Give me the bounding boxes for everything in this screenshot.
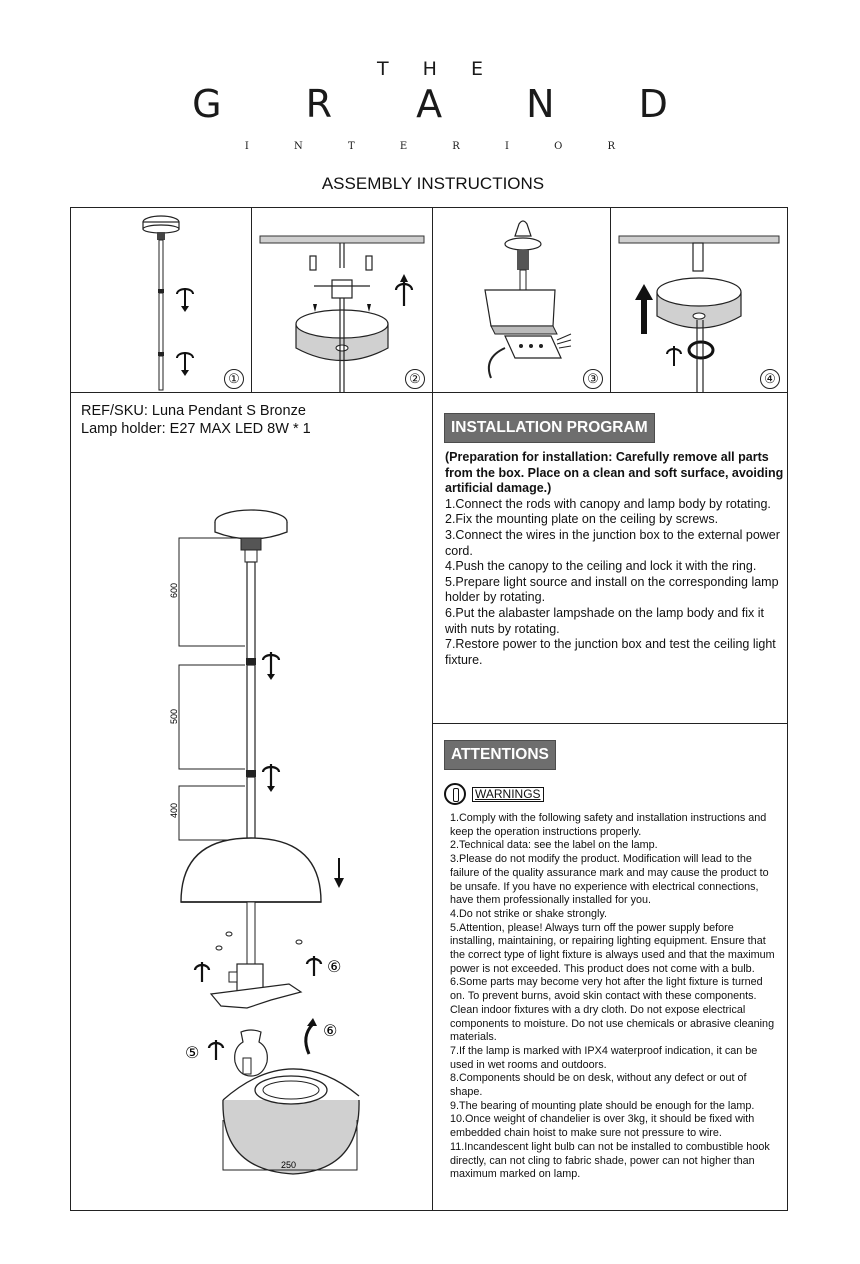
step-number: ②	[405, 369, 425, 389]
brand-line-interior: I N T E R I O R	[244, 141, 637, 152]
attention-item: 6.Some parts may become very hot after the light fixture is turned on. To prevent burns, avoid skin contact with these components. Clean indoor fixtures with a dry cloth. Do not expose electrical components to moisture. Do not use chemicals or abrasive cleaning materials.	[450, 976, 775, 1044]
attention-item: 1.Comply with the following safety and installation instructions and keep the operation instructions properly.	[450, 812, 767, 838]
step-number: ④	[760, 369, 780, 389]
installation-steps	[445, 450, 785, 668]
divider	[432, 723, 788, 724]
step-number: ①	[224, 369, 244, 389]
divider	[70, 392, 788, 393]
warning-icon	[444, 783, 466, 805]
assembly-diagram	[71, 480, 431, 1210]
product-ref: REF/SKU: Luna Pendant S Bronze	[81, 403, 306, 419]
installation-step: 7.Restore power to the junction box and test the ceiling light fixture.	[445, 637, 776, 667]
step-4-illustration	[611, 208, 787, 392]
step-number: ③	[583, 369, 603, 389]
step-2-illustration	[252, 208, 432, 392]
callout-step-6: ⑥	[323, 1021, 338, 1040]
installation-step: 5.Prepare light source and install on the corresponding lamp holder by rotating.	[445, 574, 779, 605]
brand-line-grand: G R A N D	[192, 82, 704, 126]
step-1-illustration	[71, 208, 251, 392]
warnings-label: WARNINGS	[472, 787, 544, 802]
attention-item: 4.Do not strike or shake strongly.	[450, 907, 608, 920]
product-info	[81, 402, 311, 438]
attention-item: 9.The bearing of mounting plate should be enough for the lamp.	[450, 1099, 755, 1112]
warnings-row	[444, 782, 544, 806]
step-3-illustration	[433, 208, 610, 392]
rod-length-label: 400	[169, 802, 179, 818]
document-title: ASSEMBLY INSTRUCTIONS	[321, 174, 545, 193]
attention-item: 3.Please do not modify the product. Modification will lead to the failure of the quality assurance mark and may cause the product to be unsafe. If you have no experience with electrical connections, have them professionally installed for you.	[450, 853, 769, 907]
attention-item: 8.Components should be on desk, without any defect or out of shape.	[450, 1072, 747, 1099]
shade-width-label: 250	[281, 1160, 297, 1170]
attention-item: 11.Incandescent light bulb can not be installed to combustible hook directly, can not cling to fabric shade, power can not higher than maximum marked on lamp.	[450, 1140, 770, 1181]
attention-item: 10.Once weight of chandelier is over 3kg, it should be fixed with embedded chain hoist to make sure not pressure to wire.	[450, 1113, 755, 1140]
callout-step-5: ⑤	[185, 1043, 200, 1062]
attentions-heading: ATTENTIONS	[444, 740, 556, 770]
installation-step: 6.Put the alabaster lampshade on the lamp body and fix it with nuts by rotating.	[445, 605, 764, 636]
rod-length-label: 600	[169, 582, 179, 598]
callout-step-6: ⑥	[327, 957, 342, 976]
rod-length-label: 500	[169, 708, 179, 724]
attention-item: 2.Technical data: see the label on the lamp.	[450, 839, 658, 852]
attention-items	[450, 812, 780, 1182]
installation-step: 1.Connect the rods with canopy and lamp body by rotating.	[445, 496, 771, 511]
installation-step: 2.Fix the mounting plate on the ceiling by screws.	[445, 512, 719, 527]
brand-line-the: T H E	[377, 58, 497, 80]
installation-step: 4.Push the canopy to the ceiling and lock it with the ring.	[445, 559, 757, 574]
preparation-note: (Preparation for installation: Carefully remove all parts from the box. Place on a clean and soft surface, avoiding artificial damage.)	[445, 450, 784, 496]
lamp-holder-spec: Lamp holder: E27 MAX LED 8W * 1	[81, 421, 311, 437]
attention-item: 5.Attention, please! Always turn off the power supply before installing, maintaining, or repairing lighting equipment. Ensure that the correct type of light fixture is always used and that the maximum power is not exceeded. This product does not come with a bulb.	[450, 921, 775, 975]
installation-step: 3.Connect the wires in the junction box to the external power cord.	[445, 527, 780, 558]
installation-heading: INSTALLATION PROGRAM	[444, 413, 655, 443]
attention-item: 7.If the lamp is marked with IPX4 waterproof indication, it can be used in wet rooms and outdoors.	[450, 1044, 758, 1071]
